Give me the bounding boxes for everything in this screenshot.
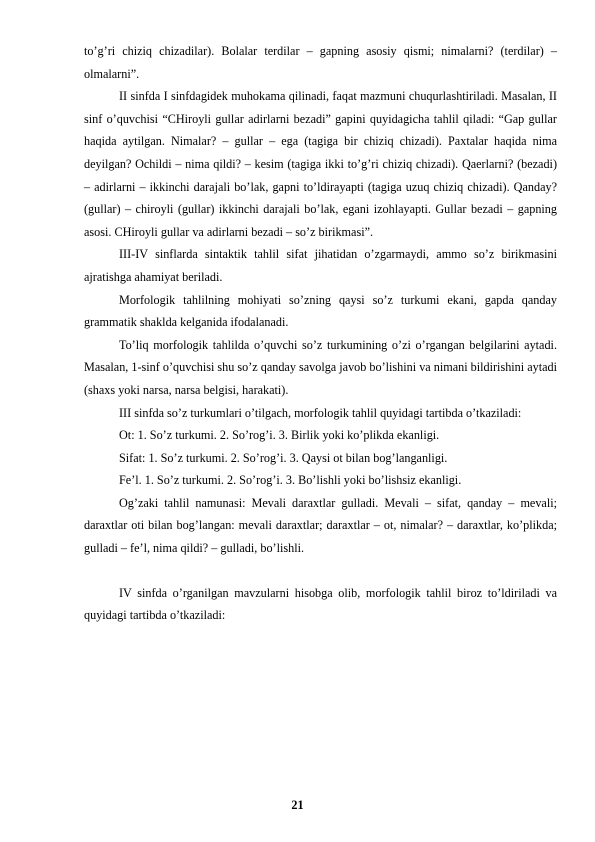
- paragraph-full-morphology: To’liq morfologik tahlilda o’quvchi so’z turkumining o’zi o’rgangan belgilarini aytadi. Masalan, 1-sinf o’quvchisi shu so’z qanday savolga javob bo’lishini va nimani bildirishini aytadi (shaxs yoki narsa, narsa belgisi, harakati).: [84, 337, 557, 397]
- list-item-verb: Fe’l. 1. So’z turkumi. 2. So’rog’i. 3. Bo’lishli yoki bo’lishsiz ekanligi.: [119, 473, 462, 488]
- paragraph-third-grade-order: III sinfda so’z turkumlari o’tilgach, morfologik tahlil quyidagi tartibda o’tkaziladi:: [119, 405, 522, 420]
- paragraph-second-grade-analysis: II sinfda I sinfdagidek muhokama qilinadi, faqat mazmuni chuqurlashtiriladi. Masalan, II sinf o’quvchisi “CHiroyli gullar adirlarni bezadi” gapini quyidagicha tahlil qiladi: “Gap gullar haqida aytilgan. Nimalar? – gullar – ega (tagiga bir chiziq chizadi). Paxtalar haqida nima deyilgan? Ochildi – nima qildi? – kesim (tagiga ikki to’g’ri chiziq chizadi). Qaerlarni? (bezadi) – adirlarni – ikkinchi darajali bo’lak, gapni to’ldirayapti (tagiga uzuq chiziq chizadi). Qanday? (gullar) – chiroyli (gullar) ikkinchi darajali bo’lak, egani izohlayapti. Gullar bezadi – gapning asosi. CHiroyli gullar va adirlarni bezadi – so’z birikmasi”.: [84, 89, 557, 239]
- paragraph-gap: [84, 560, 557, 582]
- page-number: 21: [291, 798, 304, 812]
- list-item-noun: Ot: 1. So’z turkumi. 2. So’rog’i. 3. Birlik yoki ko’plikda ekanligi.: [119, 428, 440, 443]
- list-item-adjective: Sifat: 1. So’z turkumi. 2. So’rog’i. 3. Qaysi ot bilan bog’langanligi.: [119, 450, 448, 465]
- paragraph-third-fourth-grade: III-IV sinflarda sintaktik tahlil sifat jihatidan o’zgarmaydi, ammo so’z birikmasini ajratishga ahamiyat beriladi.: [84, 247, 557, 284]
- document-body: [84, 40, 557, 627]
- paragraph-morphology-essence: Morfologik tahlilning mohiyati so’zning qaysi so’z turkumi ekani, gapda qanday grammatik shaklda kelganida ifodalanadi.: [84, 292, 557, 330]
- paragraph-fourth-grade: IV sinfda o’rganilgan mavzularni hisobga olib, morfologik tahlil biroz to’ldiriladi va quyidagi tartibda o’tkaziladi:: [84, 585, 557, 623]
- paragraph-oral-analysis-sample: Og’zaki tahlil namunasi: Mevali daraxtlar gulladi. Mevali – sifat, qanday – mevali; daraxtlar oti bilan bog’langan: mevali daraxtlar; daraxtlar – ot, nimalar? – daraxtlar, ko’plikda; gulladi – fe’l, nima qildi? – gulladi, bo’lishli.: [84, 495, 557, 556]
- paragraph-continuation: to’g’ri chiziq chizadilar). Bolalar terdilar – gapning asosiy qismi; nimalarni? (terdilar) – olmalarni”.: [84, 44, 557, 81]
